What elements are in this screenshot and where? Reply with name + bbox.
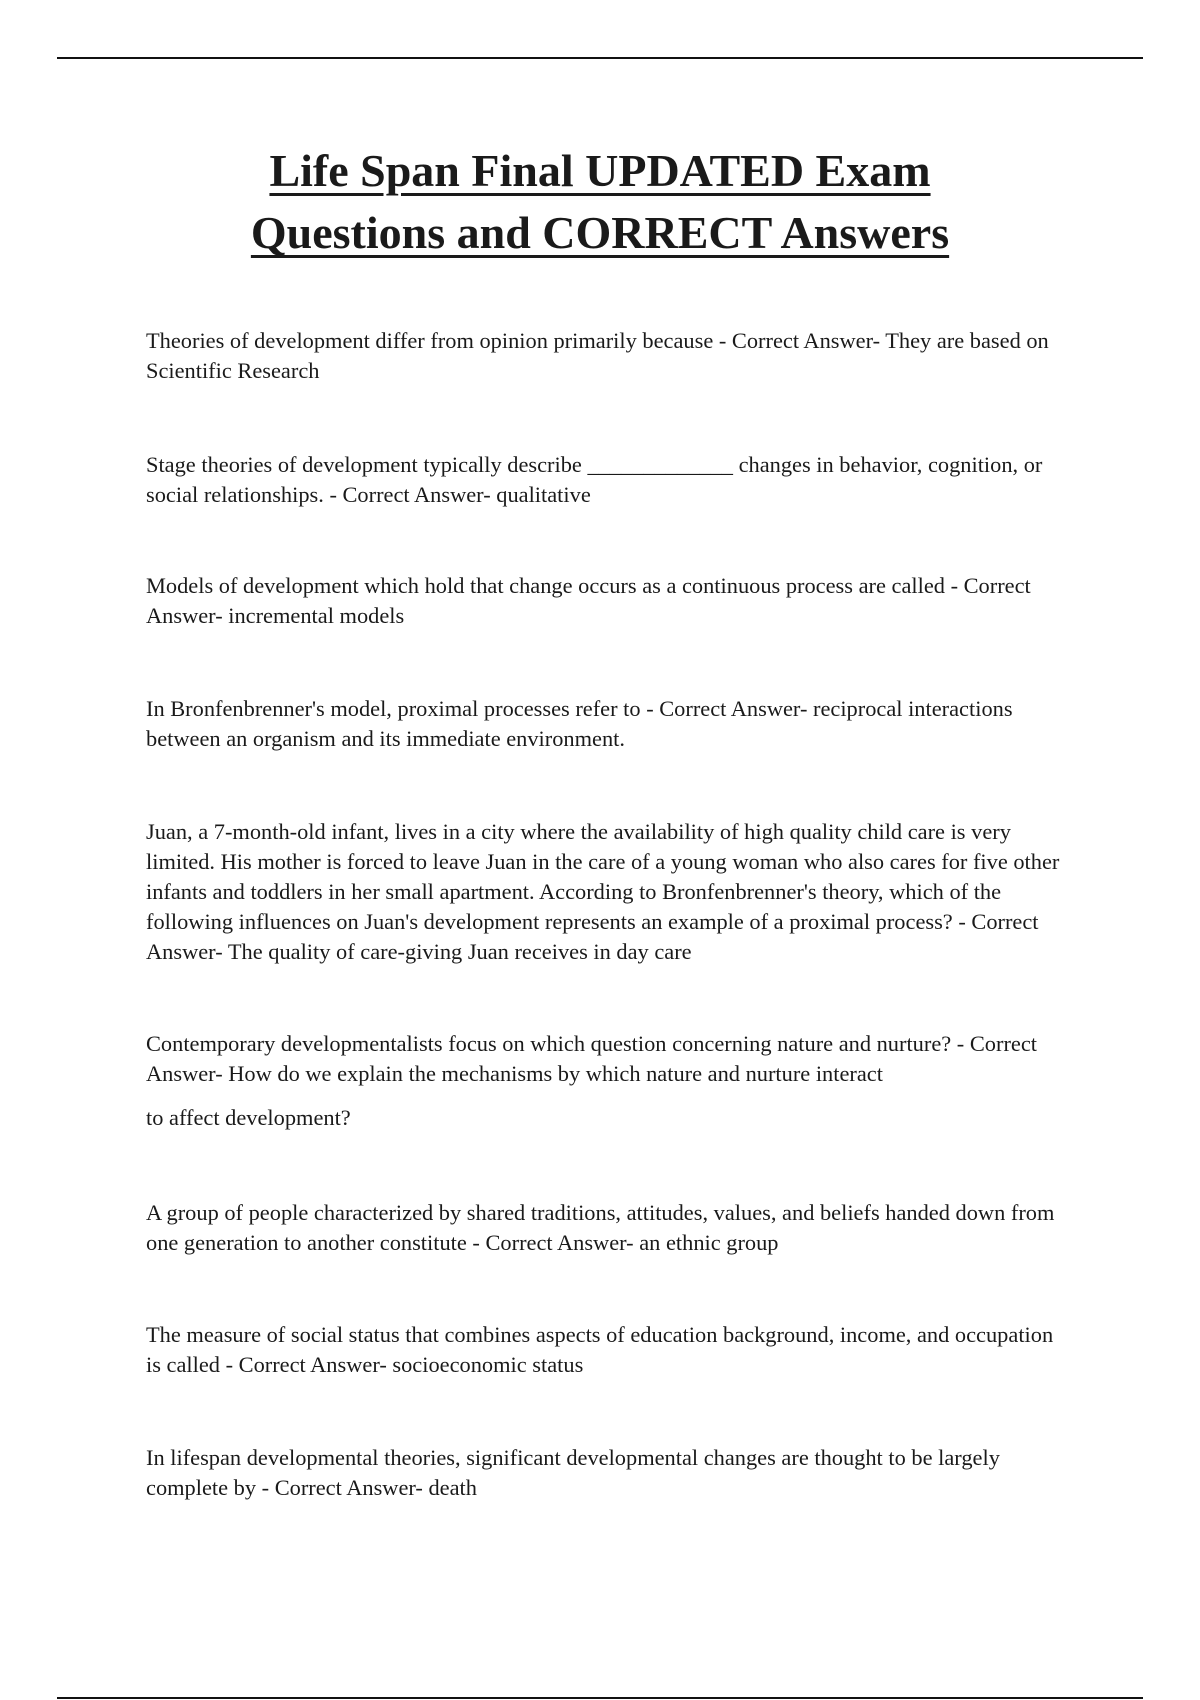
qa-item-6-tail: to affect development?	[146, 1105, 351, 1130]
qa-item-3: Models of development which hold that change occurs as a continuous process are called - Correct Answer- incremental models	[146, 573, 1031, 628]
qa-item-5: Juan, a 7-month-old infant, lives in a city where the availability of high quality child care is very limited. His mother is forced to leave Juan in the care of a young woman who also cares for five other infants and toddlers in her small apartment. According to Bronfenbrenner's theory, which of the following influences on Juan's development represents an example of a proximal process? - Correct Answer- The quality of care-giving Juan receives in day care	[146, 819, 1060, 964]
qa-item-8: The measure of social status that combines aspects of education background, income, and occupation is called - Correct Answer- socioeconomic status	[146, 1322, 1054, 1377]
title-line-1: Life Span Final UPDATED Exam	[269, 145, 931, 196]
qa-item-9: In lifespan developmental theories, significant developmental changes are thought to be largely complete by - Correct Answer- death	[146, 1445, 1000, 1500]
bottom-rule	[57, 1697, 1143, 1699]
top-rule	[57, 57, 1143, 59]
qa-item-2: Stage theories of development typically describe _____________ changes in behavior, cognition, or social relationships. - Correct Answer- qualitative	[146, 452, 1043, 507]
title-line-2: Questions and CORRECT Answers	[250, 207, 950, 258]
qa-item-4: In Bronfenbrenner's model, proximal processes refer to - Correct Answer- reciprocal interactions between an organism and its immediate environment.	[146, 696, 1013, 751]
qa-item-1: Theories of development differ from opinion primarily because - Correct Answer- They are based on Scientific Research	[146, 328, 1049, 383]
qa-item-7: A group of people characterized by shared traditions, attitudes, values, and beliefs handed down from one generation to another constitute - Correct Answer- an ethnic group	[146, 1200, 1055, 1255]
qa-item-6-text: Contemporary developmentalists focus on which question concerning nature and nurture? - Correct Answer- How do we explain the mechanisms by which nature and nurture interact	[146, 1031, 1038, 1086]
page-title	[0, 140, 1200, 264]
qa-item-6	[146, 1029, 1066, 1133]
